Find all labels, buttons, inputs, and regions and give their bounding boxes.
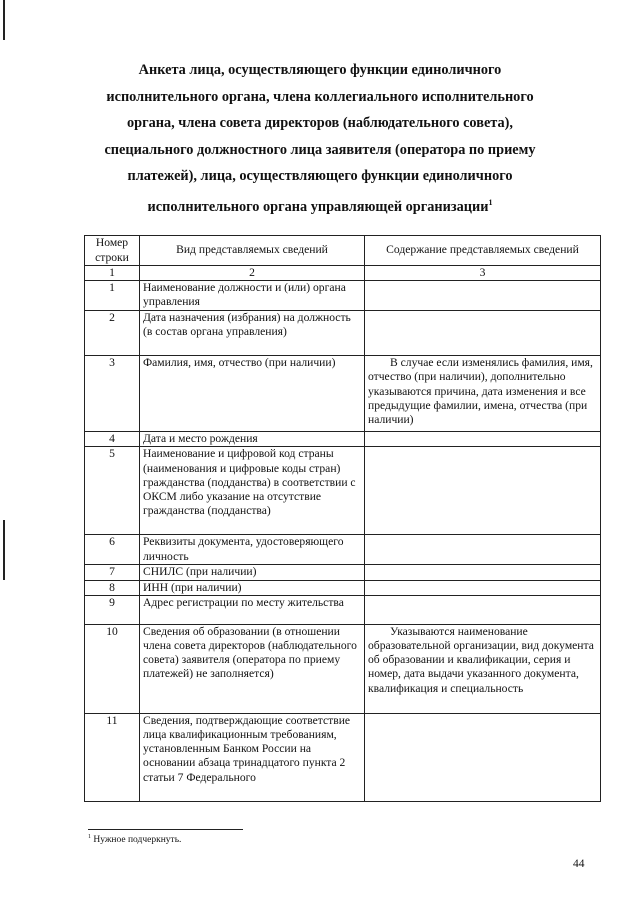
- title-line: платежей), лица, осуществляющего функции единоличного: [127, 168, 513, 185]
- column-number: 1: [85, 266, 140, 281]
- header-content: Содержание представляемых сведений: [365, 236, 601, 266]
- table-row: [85, 447, 601, 535]
- row-info-type: Адрес регистрации по месту жительства: [140, 595, 365, 624]
- title-line-text: исполнительного органа управляющей организации: [147, 198, 489, 215]
- column-number: 2: [140, 266, 365, 281]
- row-info-type: Фамилия, имя, отчество (при наличии): [140, 356, 365, 432]
- page-number: 44: [573, 858, 585, 870]
- row-content-cell: [365, 311, 601, 356]
- scan-edge-mark-top: [3, 0, 5, 40]
- table-row: [85, 713, 601, 801]
- header-info-type: Вид представляемых сведений: [140, 236, 365, 266]
- row-number: 11: [85, 713, 140, 801]
- row-number: 3: [85, 356, 140, 432]
- table-row: [85, 595, 601, 624]
- row-number: 5: [85, 447, 140, 535]
- row-content-cell: [365, 432, 601, 447]
- row-content-cell: [365, 356, 601, 432]
- row-content-text: Указываются наименование образовательной организации, вид документа об образовании и квалификации, серия и номер, дата выдачи указанного документа, квалификация и специальность: [368, 624, 594, 695]
- footnote: [88, 834, 181, 845]
- row-info-type: Сведения, подтверждающие соответствие лица квалификационным требованиям, установленным Банком России на основании абзаца тринадцатого пункта 2 статьи 7 Федерального: [140, 713, 365, 801]
- table-row: [85, 624, 601, 713]
- row-info-type: Наименование и цифровой код страны (наименования и цифровые коды стран) гражданства (подданства) в соответствии с ОКСМ либо указание на отсутствие гражданства (подданства): [140, 447, 365, 535]
- title-line: специального должностного лица заявителя (оператора по приему: [104, 141, 536, 158]
- row-info-type: Реквизиты документа, удостоверяющего личность: [140, 535, 365, 565]
- row-content-cell: [365, 535, 601, 565]
- questionnaire-table: [84, 235, 601, 802]
- row-number: 1: [85, 281, 140, 311]
- row-content-cell: [365, 713, 601, 801]
- row-content-cell: [365, 580, 601, 595]
- title-line: Анкета лица, осуществляющего функции единоличного: [138, 62, 502, 78]
- row-number: 9: [85, 595, 140, 624]
- row-content-cell: [365, 624, 601, 713]
- table-row: [85, 535, 601, 565]
- row-number: 6: [85, 535, 140, 565]
- row-info-type: Наименование должности и (или) органа управления: [140, 281, 365, 311]
- table-row: [85, 432, 601, 447]
- header-row-number: Номер строки: [85, 236, 140, 266]
- row-number: 8: [85, 580, 140, 595]
- row-content-cell: [365, 281, 601, 311]
- row-info-type: Дата и место рождения: [140, 432, 365, 447]
- table-row: [85, 356, 601, 432]
- title-line: органа, члена совета директоров (наблюдательного совета),: [127, 115, 513, 132]
- column-number: 3: [365, 266, 601, 281]
- scan-edge-mark-bottom: [3, 520, 5, 580]
- table-row: [85, 281, 601, 311]
- row-number: 2: [85, 311, 140, 356]
- table-row: [85, 580, 601, 595]
- column-number-row: [85, 266, 601, 281]
- footnote-marker: 1: [88, 834, 91, 840]
- row-info-type: Сведения об образовании (в отношении члена совета директоров (наблюдательного совета) заявителя (оператора по приему платежей) не заполняется): [140, 624, 365, 713]
- row-content-cell: [365, 595, 601, 624]
- table-row: [85, 565, 601, 580]
- row-info-type: СНИЛС (при наличии): [140, 565, 365, 580]
- table-header-row: [85, 236, 601, 266]
- form-title: [60, 57, 580, 220]
- row-number: 7: [85, 565, 140, 580]
- row-number: 4: [85, 432, 140, 447]
- row-content-text: В случае если изменялись фамилия, имя, отчество (при наличии), дополнительно указываются причина, дата изменения и все предыдущие фамилии, имена, отчества (при наличии): [368, 356, 593, 427]
- title-line: исполнительного органа, члена коллегиального исполнительного: [106, 88, 534, 105]
- title-line: [60, 190, 580, 220]
- table-row: [85, 311, 601, 356]
- footnote-ref: 1: [488, 197, 493, 207]
- row-info-type: ИНН (при наличии): [140, 580, 365, 595]
- row-content-cell: [365, 447, 601, 535]
- row-info-type: Дата назначения (избрания) на должность (в состав органа управления): [140, 311, 365, 356]
- footnote-separator: [88, 829, 243, 830]
- footnote-text: Нужное подчеркнуть.: [93, 835, 182, 846]
- row-content-cell: [365, 565, 601, 580]
- row-number: 10: [85, 624, 140, 713]
